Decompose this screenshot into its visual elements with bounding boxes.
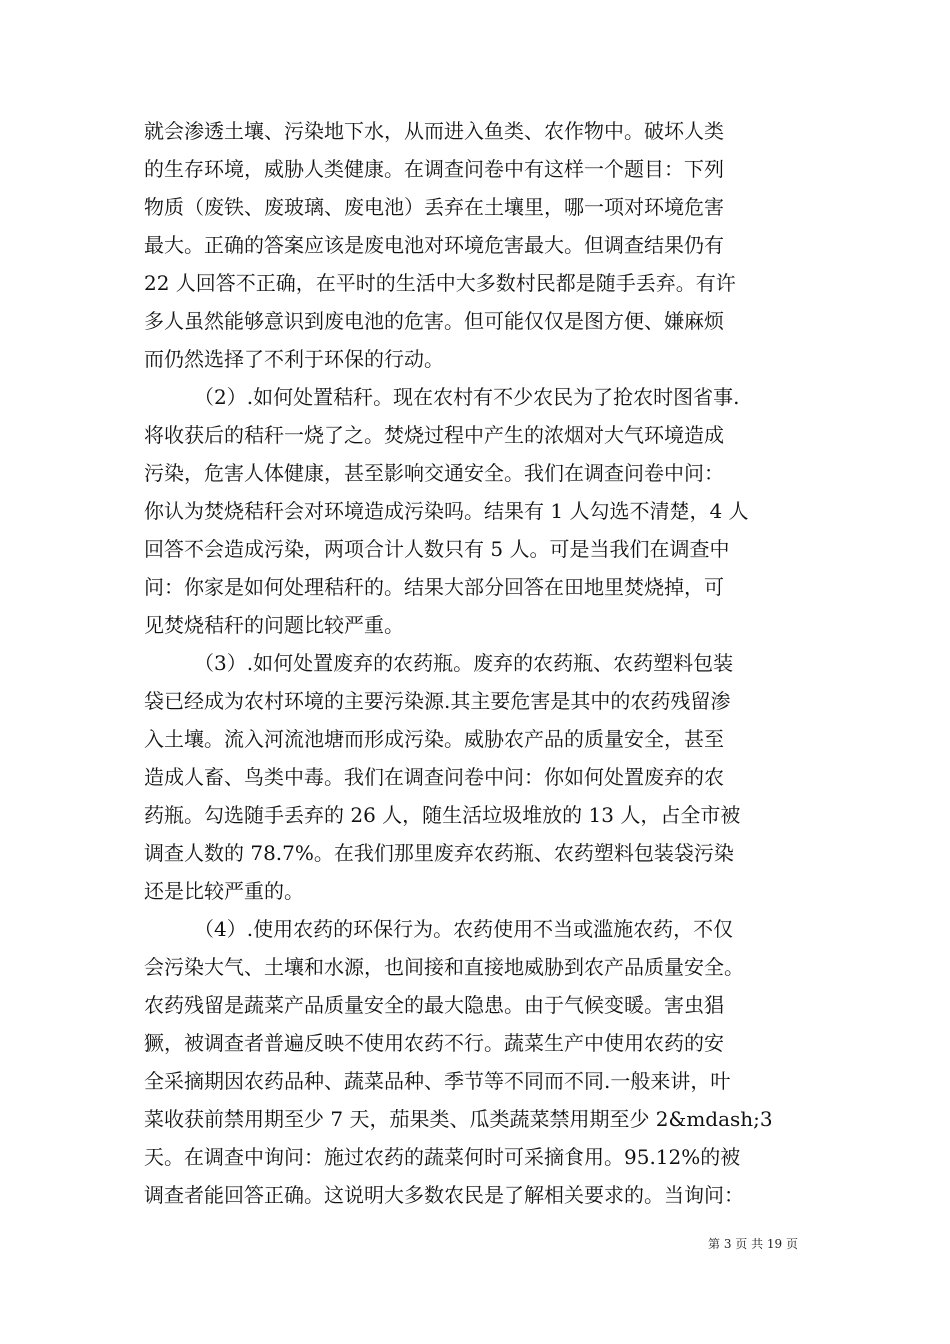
text-line: 将收获后的秸秆一烧了之。焚烧过程中产生的浓烟对大气环境造成 <box>144 423 724 447</box>
text-line: 而仍然选择了不利于环保的行动。 <box>144 347 444 371</box>
text-line: 回答不会造成污染，两项合计人数只有 5 人。可是当我们在调查中 <box>144 537 730 561</box>
text-line: 袋已经成为农村环境的主要污染源.其主要危害是其中的农药残留渗 <box>144 689 731 713</box>
text-line: 还是比较严重的。 <box>144 879 304 903</box>
text-line: 调查者能回答正确。这说明大多数农民是了解相关要求的。当询问： <box>144 1183 744 1207</box>
text-line: 会污染大气、土壤和水源，也间接和直接地威胁到农产品质量安全。 <box>144 955 744 979</box>
text-line: 调查人数的 78.7%。在我们那里废弃农药瓶、农药塑料包装袋污染 <box>144 841 734 865</box>
text-line: 入土壤。流入河流池塘而形成污染。威胁农产品的质量安全，甚至 <box>144 727 724 751</box>
text-line: （4）.使用农药的环保行为。农药使用不当或滥施农药，不仅 <box>144 917 734 941</box>
text-line: 就会渗透土壤、污染地下水，从而进入鱼类、农作物中。破坏人类 <box>144 119 724 143</box>
text-line: （3）.如何处置废弃的农药瓶。废弃的农药瓶、农药塑料包装 <box>144 651 734 675</box>
text-line: 问：你家是如何处理秸秆的。结果大部分回答在田地里焚烧掉，可 <box>144 575 724 599</box>
text-line: 22 人回答不正确，在平时的生活中大多数村民都是随手丢弃。有许 <box>144 271 736 295</box>
text-line: （2）.如何处置秸秆。现在农村有不少农民为了抢农时图省事. <box>144 385 740 409</box>
body-text <box>144 112 824 1214</box>
text-line: 见焚烧秸秆的问题比较严重。 <box>144 613 404 637</box>
text-line: 你认为焚烧秸秆会对环境造成污染吗。结果有 1 人勾选不清楚，4 人 <box>144 499 749 523</box>
text-line: 獗，被调查者普遍反映不使用农药不行。蔬菜生产中使用农药的安 <box>144 1031 724 1055</box>
text-line: 物质（废铁、废玻璃、废电池）丢弃在土壤里，哪一项对环境危害 <box>144 195 724 219</box>
text-line: 的生存环境，威胁人类健康。在调查问卷中有这样一个题目：下列 <box>144 157 724 181</box>
text-line: 天。在调查中询问：施过农药的蔬菜何时可采摘食用。95.12%的被 <box>144 1145 741 1169</box>
text-line: 菜收获前禁用期至少 7 天，茄果类、瓜类蔬菜禁用期至少 2&mdash;3 <box>144 1107 773 1131</box>
page-footer: 第 3 页 共 19 页 <box>708 1237 798 1251</box>
text-line: 造成人畜、鸟类中毒。我们在调查问卷中问：你如何处置废弃的农 <box>144 765 724 789</box>
text-line: 多人虽然能够意识到废电池的危害。但可能仅仅是图方便、嫌麻烦 <box>144 309 724 333</box>
text-line: 农药残留是蔬菜产品质量安全的最大隐患。由于气候变暖。害虫猖 <box>144 993 724 1017</box>
text-line: 药瓶。勾选随手丢弃的 26 人，随生活垃圾堆放的 13 人，占全市被 <box>144 803 741 827</box>
text-line: 全采摘期因农药品种、蔬菜品种、季节等不同而不同.一般来讲，叶 <box>144 1069 731 1093</box>
text-line: 最大。正确的答案应该是废电池对环境危害最大。但调查结果仍有 <box>144 233 724 257</box>
text-line: 污染，危害人体健康，甚至影响交通安全。我们在调查问卷中问： <box>144 461 724 485</box>
